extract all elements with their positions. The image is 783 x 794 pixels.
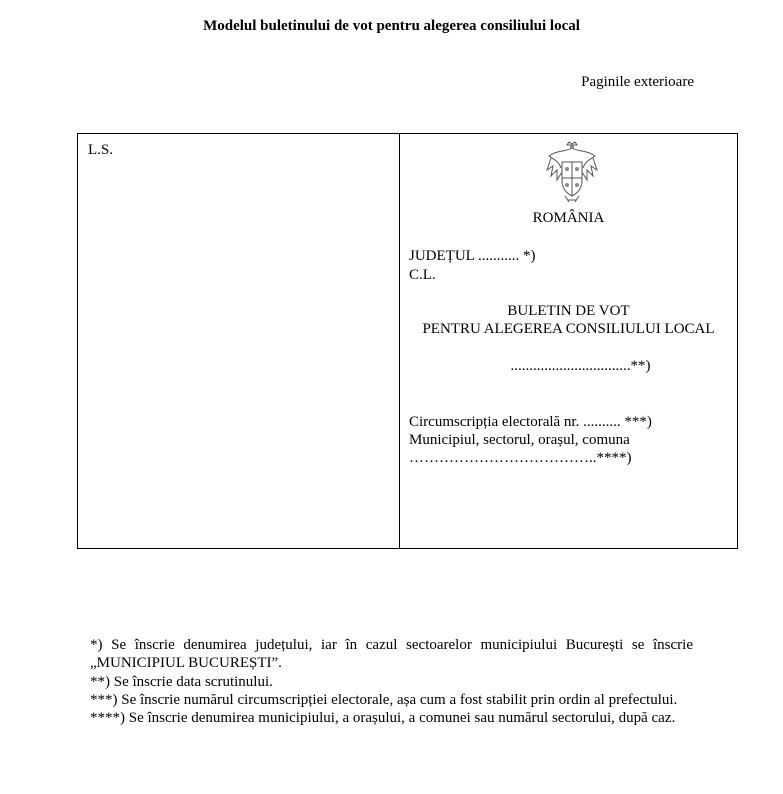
ballot-heading-2: PENTRU ALEGEREA CONSILIULUI LOCAL <box>422 321 715 337</box>
footnote-2: **) Se înscrie data scrutinului. <box>90 673 273 690</box>
footnote-1: *) Se înscrie denumirea județului, iar în cazul sectoarelor municipiului București se înscrie „MUNICIPIUL BUCUREȘTI”. <box>90 637 693 672</box>
footnote-3: ***) Se înscrie numărul circumscripției electorale, așa cum a fost stabilit prin ordin al prefectului. <box>90 691 678 708</box>
country-name: ROMÂNIA <box>532 210 605 226</box>
ballot-right-panel <box>400 134 737 548</box>
council-line: C.L. <box>409 267 436 283</box>
page-title: Modelul buletinului de vot pentru alegerea consiliului local <box>203 18 580 34</box>
footnote-4: ****) Se înscrie denumirea municipiului, a orașului, a comunei sau numărul sectorului, după caz. <box>90 710 676 727</box>
county-line: JUDEȚUL ........... *) <box>409 248 536 264</box>
footnotes <box>90 636 693 727</box>
election-date-line: ................................**) <box>510 358 651 374</box>
locality-line: ………………………………..****) <box>409 450 632 466</box>
locality-label: Municipiul, sectorul, orașul, comuna <box>409 432 630 448</box>
pages-label: Paginile exterioare <box>581 74 694 90</box>
ballot-template <box>77 133 738 549</box>
seal-label: L.S. <box>88 142 114 158</box>
constituency-line: Circumscripția electorală nr. .......... ***) <box>409 414 652 430</box>
ballot-heading-1: BULETIN DE VOT <box>507 303 630 319</box>
romanian-coat-of-arms-icon <box>543 140 601 204</box>
